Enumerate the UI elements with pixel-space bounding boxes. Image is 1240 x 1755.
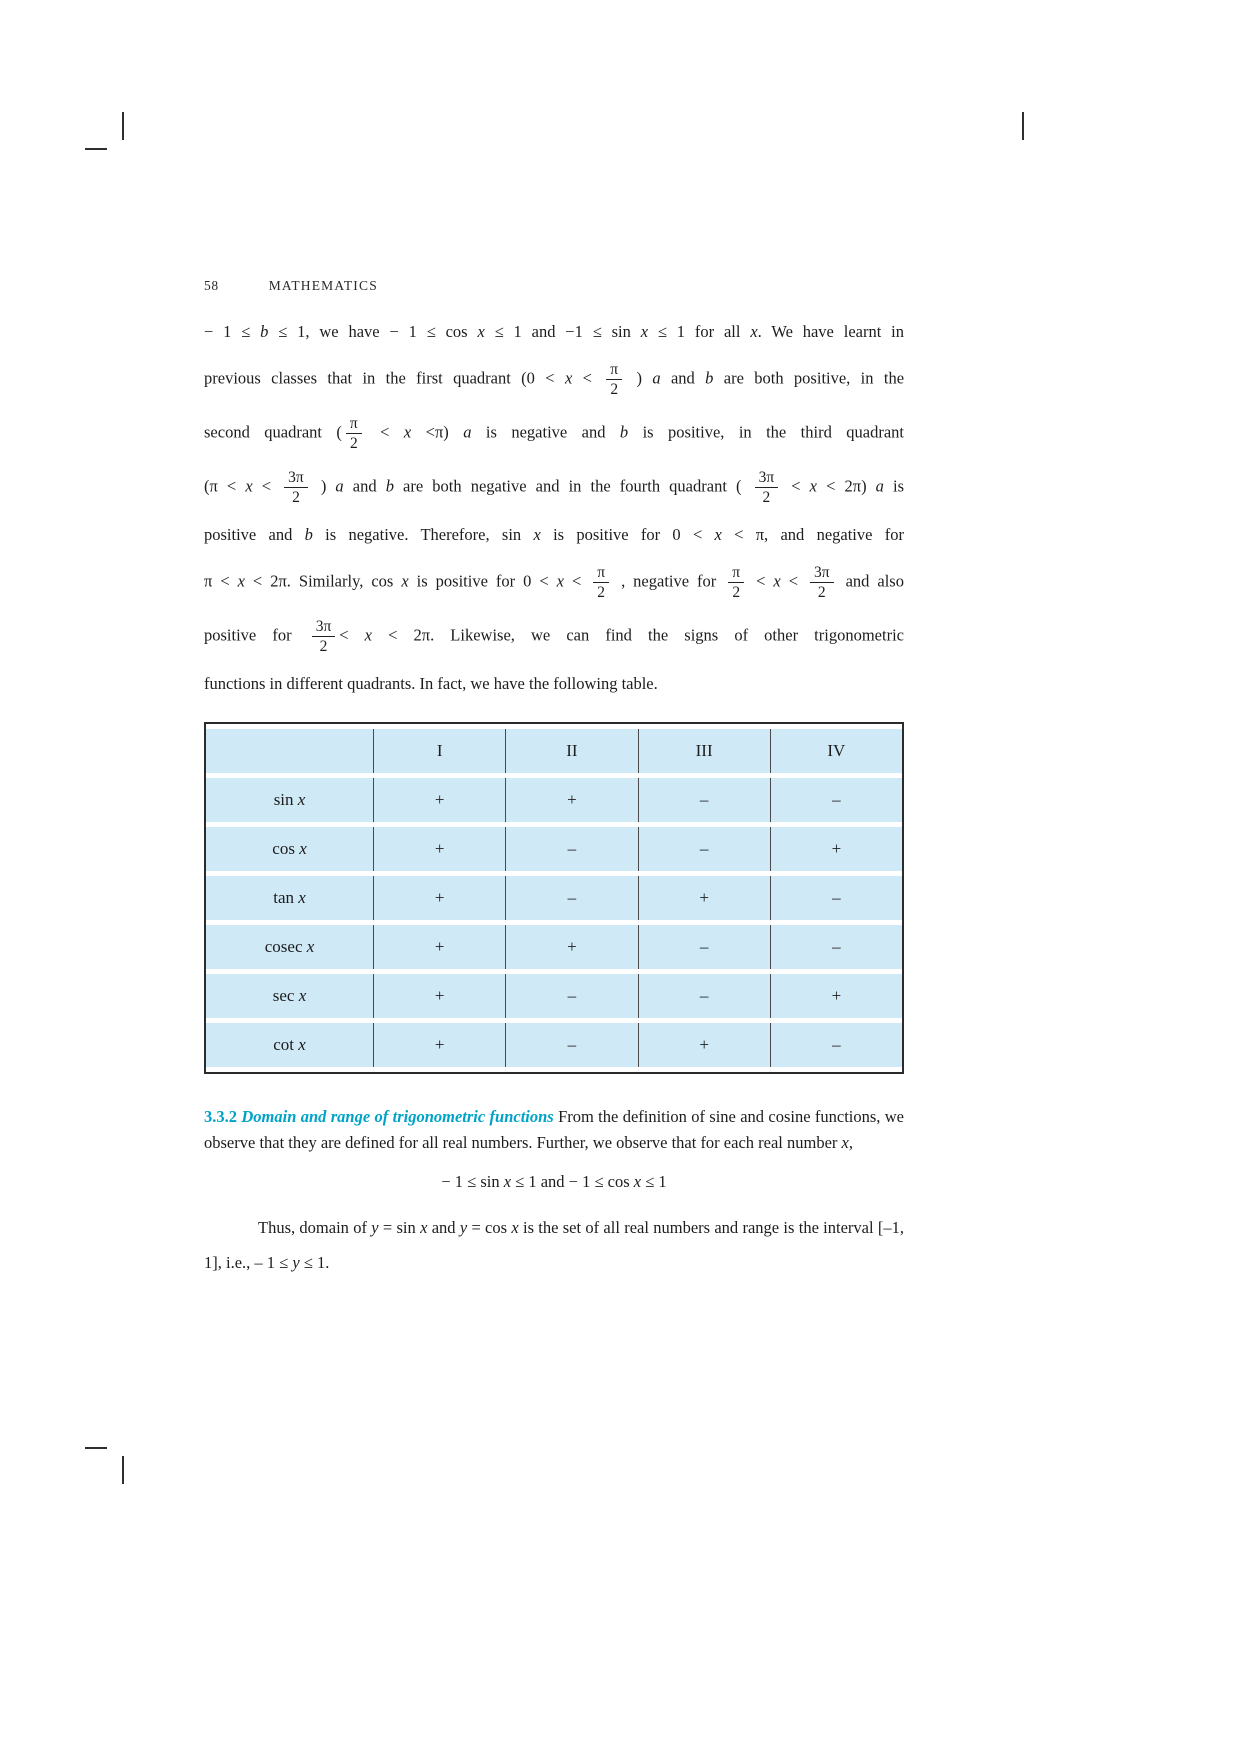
sign-cell: +: [505, 925, 637, 969]
var-a: a: [875, 476, 884, 496]
crop-mark-top-left-vertical: [122, 112, 124, 140]
body-text: are both positive, in the: [713, 368, 905, 388]
var-x: x: [299, 839, 307, 859]
inline-equation: [204, 1172, 904, 1192]
fraction-pi-over-2: [728, 564, 744, 601]
var-x: x: [364, 625, 372, 645]
fraction-pi-over-2: [606, 361, 622, 398]
closing-text: ≤ 1.: [299, 1253, 330, 1273]
var-x: x: [297, 790, 306, 810]
var-x: x: [298, 1035, 306, 1055]
var-x: x: [477, 322, 485, 341]
closing-text: is the set of all real numbers and range is the interval [–1, 1], i.e., – 1 ≤: [204, 1217, 905, 1273]
row-label: [206, 1023, 373, 1067]
crop-mark-top-left-horizontal: [85, 148, 107, 150]
section-title: Domain and range of trigonometric functions: [241, 1107, 554, 1127]
var-b: b: [260, 322, 269, 341]
body-text: < π, and negative for: [721, 525, 904, 545]
body-text: is positive, in the third quadrant: [628, 422, 905, 442]
fraction-numerator: 3π: [284, 469, 308, 488]
fraction-numerator: 3π: [810, 564, 834, 583]
body-line: [204, 564, 904, 601]
fraction-numerator: π: [728, 564, 744, 583]
var-y: y: [371, 1217, 379, 1237]
table-row-sin: [206, 778, 902, 822]
var-x: x: [403, 422, 412, 442]
sign-cell: –: [505, 1023, 637, 1067]
page-number: 58: [204, 278, 219, 293]
sign-cell: +: [373, 974, 505, 1018]
var-x: x: [306, 937, 315, 957]
sign-cell: +: [373, 925, 505, 969]
body-text: is positive for 0 <: [408, 571, 557, 591]
var-x: x: [533, 525, 541, 545]
fraction-numerator: π: [606, 361, 622, 380]
body-text: <: [780, 571, 806, 591]
closing-text: Thus, domain of: [258, 1217, 372, 1237]
body-text: ): [311, 476, 336, 496]
body-paragraph: [204, 320, 904, 696]
var-x: x: [511, 1217, 519, 1237]
sign-cell: –: [505, 876, 637, 920]
body-text: second quadrant (: [204, 422, 342, 442]
equation-text: ≤ 1 and − 1 ≤ cos: [511, 1171, 634, 1191]
fraction-denominator: 2: [292, 489, 300, 507]
function-name: sec: [272, 986, 295, 1006]
row-label: [206, 876, 373, 920]
column-header-quadrant-1: I: [373, 729, 505, 773]
var-a: a: [652, 368, 661, 388]
fraction-3pi-over-2: [810, 564, 834, 601]
body-text: < 2π. Similarly, cos: [244, 571, 402, 591]
var-y: y: [292, 1253, 300, 1273]
section-text: From the definition of sine and cosine functions, we observe that they are defined for all real numbers. Further, we observe that for each real number: [204, 1107, 905, 1152]
fraction-numerator: π: [593, 564, 609, 583]
function-name: cosec: [264, 937, 303, 957]
body-text: <: [782, 476, 810, 496]
body-text: positive for: [204, 625, 308, 645]
var-x: x: [298, 888, 306, 908]
body-text: < 2π. Likewise, we can find the signs of other trigonometric: [372, 625, 904, 645]
body-line: [204, 469, 904, 506]
body-text: is negative and: [471, 422, 620, 442]
fraction-3pi-over-2: [284, 469, 308, 506]
running-header-title: MATHEMATICS: [268, 278, 378, 293]
body-text: (π <: [204, 476, 246, 496]
fraction-3pi-over-2: [755, 469, 779, 506]
function-name: tan: [273, 888, 294, 908]
row-label: [206, 974, 373, 1018]
body-line: [204, 361, 904, 398]
var-x: x: [503, 1171, 512, 1191]
sign-cell: –: [638, 827, 770, 871]
function-name: cot: [273, 1035, 294, 1055]
sign-cell: +: [373, 876, 505, 920]
page-content: [204, 278, 904, 1281]
closing-paragraph: [204, 1210, 904, 1281]
var-a: a: [463, 422, 472, 442]
closing-text: = cos: [467, 1217, 512, 1237]
body-text: <: [563, 571, 590, 591]
var-x: x: [401, 571, 409, 591]
body-text: and: [660, 368, 706, 388]
sign-cell: –: [505, 827, 637, 871]
column-header-quadrant-3: III: [638, 729, 770, 773]
body-text: previous classes that in the first quadrant (0 <: [204, 368, 565, 388]
var-x: x: [556, 571, 564, 591]
sign-cell: –: [638, 974, 770, 1018]
body-line: [204, 523, 904, 547]
table-corner-cell: [206, 729, 373, 773]
section-3-3-2: [204, 1104, 904, 1155]
fraction-denominator: 2: [349, 435, 358, 453]
equation-text: − 1 ≤ sin: [441, 1171, 504, 1191]
var-x: x: [237, 571, 245, 591]
sign-cell: +: [770, 827, 902, 871]
fraction-denominator: 2: [597, 584, 606, 602]
fraction-denominator: 2: [319, 638, 328, 656]
section-text: ,: [848, 1132, 853, 1152]
body-text: is positive for 0 <: [540, 525, 715, 545]
body-text: is: [883, 476, 905, 496]
running-header: [204, 278, 904, 294]
sign-cell: –: [770, 1023, 902, 1067]
body-text: ≤ 1, we have − 1 ≤ cos: [268, 322, 478, 341]
fraction-3pi-over-2: [312, 618, 336, 655]
equation-text: ≤ 1: [641, 1171, 667, 1191]
sign-cell: +: [638, 1023, 770, 1067]
body-text: <π): [411, 422, 464, 442]
fraction-numerator: π: [346, 415, 362, 434]
var-b: b: [385, 476, 394, 496]
crop-mark-bottom-left-horizontal: [85, 1447, 107, 1449]
body-text: and: [343, 476, 386, 496]
body-text: ≤ 1 for all: [648, 322, 751, 341]
function-name: sin: [273, 790, 294, 810]
table-row-cos: [206, 827, 902, 871]
fraction-pi-over-2: [346, 415, 362, 452]
body-line: [204, 672, 904, 696]
fraction-numerator: 3π: [312, 618, 336, 637]
var-x: x: [714, 525, 722, 545]
table-header-row: [206, 729, 902, 773]
var-x: x: [640, 322, 649, 341]
section-number: 3.3.2: [204, 1107, 237, 1127]
var-b: b: [705, 368, 714, 388]
sign-cell: –: [638, 925, 770, 969]
column-header-quadrant-4: IV: [770, 729, 902, 773]
body-text: π <: [204, 571, 238, 591]
body-text: . We have learnt in: [757, 322, 904, 341]
fraction-pi-over-2: [593, 564, 609, 601]
fraction-denominator: 2: [817, 584, 826, 602]
body-text: is negative. Therefore, sin: [312, 525, 534, 545]
body-text: , negative for: [613, 571, 725, 591]
fraction-denominator: 2: [732, 584, 741, 602]
sign-cell: +: [505, 778, 637, 822]
crop-mark-bottom-left-vertical: [122, 1456, 124, 1484]
body-text: positive and: [204, 525, 305, 545]
var-x: x: [564, 368, 573, 388]
sign-cell: +: [373, 778, 505, 822]
var-b: b: [304, 525, 313, 545]
var-x: x: [809, 476, 817, 496]
closing-text: = sin: [378, 1217, 421, 1237]
sign-cell: –: [770, 778, 902, 822]
body-line: [204, 320, 904, 344]
sign-cell: –: [770, 925, 902, 969]
sign-cell: +: [373, 1023, 505, 1067]
crop-mark-top-right-vertical: [1022, 112, 1024, 140]
body-text: ): [626, 368, 653, 388]
row-label: [206, 778, 373, 822]
table-row-sec: [206, 974, 902, 1018]
body-text: functions in different quadrants. In fact, we have the following table.: [204, 674, 658, 694]
table-row-cot: [206, 1023, 902, 1067]
body-text: <: [252, 476, 281, 496]
sign-cell: –: [638, 778, 770, 822]
sign-cell: –: [505, 974, 637, 1018]
body-text: ≤ 1 and −1 ≤ sin: [484, 322, 641, 341]
body-text: <: [572, 368, 603, 388]
quadrant-sign-table: [204, 722, 904, 1074]
fraction-numerator: 3π: [755, 469, 779, 488]
sign-cell: +: [373, 827, 505, 871]
function-name: cos: [272, 839, 295, 859]
body-text: <: [748, 571, 774, 591]
var-y: y: [459, 1217, 468, 1237]
body-text: − 1 ≤: [204, 322, 261, 341]
column-header-quadrant-2: II: [505, 729, 637, 773]
body-text: are both negative and in the fourth quadrant (: [393, 476, 751, 496]
row-label: [206, 827, 373, 871]
var-x: x: [420, 1217, 428, 1237]
row-label: [206, 925, 373, 969]
closing-text: and: [427, 1217, 460, 1237]
var-a: a: [335, 476, 344, 496]
body-text: < 2π): [817, 476, 876, 496]
var-x: x: [750, 322, 758, 341]
table-row-cosec: [206, 925, 902, 969]
var-x: x: [245, 476, 253, 496]
body-text: <: [339, 625, 365, 645]
body-line: [204, 415, 904, 452]
sign-cell: –: [770, 876, 902, 920]
body-line: [204, 618, 904, 655]
var-x: x: [298, 986, 307, 1006]
body-text: <: [365, 422, 404, 442]
sign-cell: +: [638, 876, 770, 920]
fraction-denominator: 2: [610, 380, 619, 398]
sign-cell: +: [770, 974, 902, 1018]
var-x: x: [773, 571, 781, 591]
table-row-tan: [206, 876, 902, 920]
var-x: x: [841, 1132, 849, 1152]
fraction-denominator: 2: [762, 489, 771, 507]
var-b: b: [619, 422, 629, 442]
var-x: x: [633, 1171, 642, 1191]
body-text: and also: [837, 571, 904, 591]
